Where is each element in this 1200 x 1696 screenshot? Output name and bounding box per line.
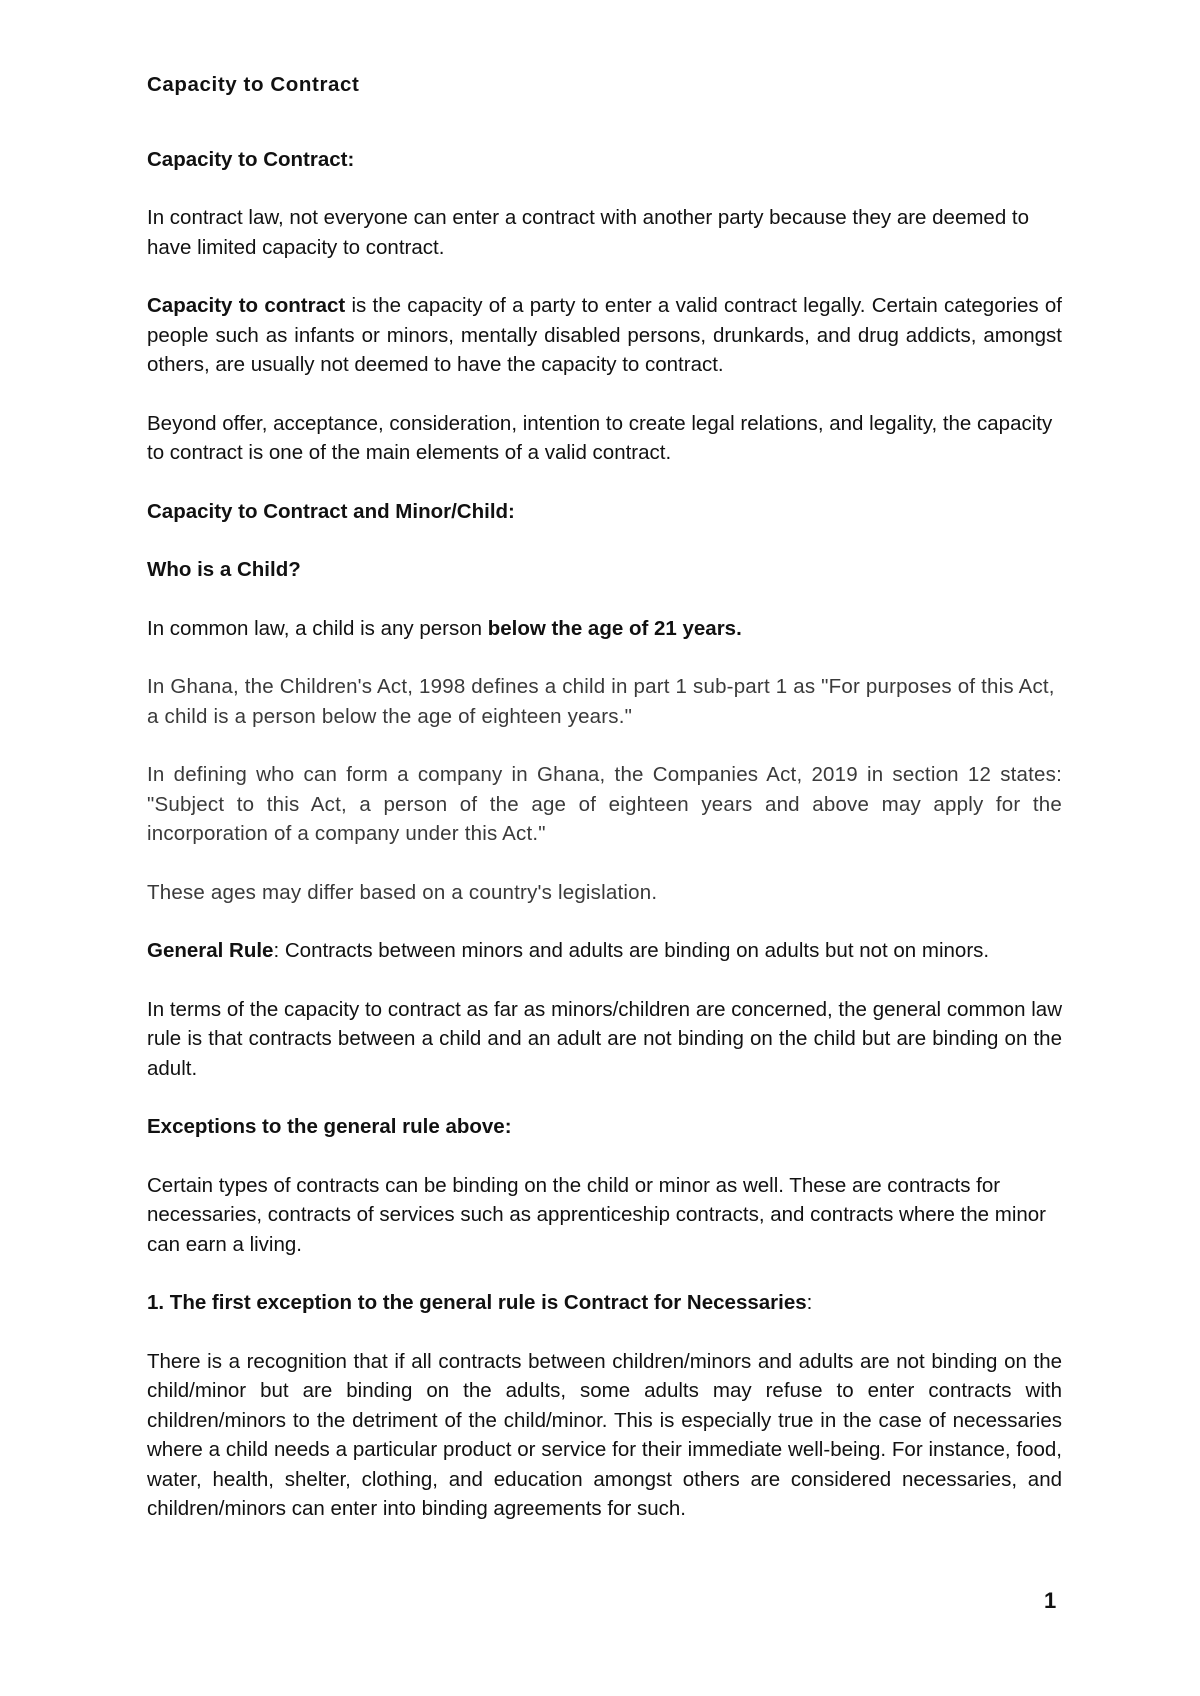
paragraph-ages-differ: These ages may differ based on a country's legislation. bbox=[147, 880, 658, 904]
paragraph-exceptions: Certain types of contracts can be binding on the child or minor as well. These are contracts for necessaries, contracts of services such as apprenticeship contracts, and contracts where the minor can earn a living. bbox=[147, 1173, 1047, 1256]
general-rule-label: General Rule bbox=[147, 939, 274, 962]
definition-text: is the capacity of a party to enter a valid contract legally. Certain categories of people such as infants or minors, mentally disabled persons, drunkards, and drug addicts, amongst others, are usually not deemed to have the capacity to contract. bbox=[147, 294, 1062, 376]
paragraph-general-rule bbox=[147, 936, 1062, 966]
section-heading-exceptions: Exceptions to the general rule above: bbox=[147, 1115, 512, 1138]
general-rule-text: : Contracts between minors and adults are binding on adults but not on minors. bbox=[273, 939, 990, 962]
paragraph-childrens-act: In Ghana, the Children's Act, 1998 defines a child in part 1 sub-part 1 as "For purposes of this Act, a child is a person below the age of eighteen years." bbox=[147, 675, 1055, 728]
paragraph-necessaries: There is a recognition that if all contracts between children/minors and adults are not binding on the child/minor but are binding on the adults, some adults may refuse to enter contracts with children/minors to the detriment of the child/minor. This is especially true in the case of necessaries where a child needs a particular product or service for their immediate well-being. For instance, food, water, health, shelter, clothing, and education amongst others are considered necessaries, and children/minors can enter into binding agreements for such. bbox=[147, 1349, 1062, 1520]
paragraph-elements: Beyond offer, acceptance, consideration, intention to create legal relations, and legality, the capacity to contract is one of the main elements of a valid contract. bbox=[147, 411, 1053, 464]
page-number: 1 bbox=[1044, 1588, 1057, 1613]
paragraph-companies-act: In defining who can form a company in Ghana, the Companies Act, 2019 in section 12 states: "Subject to this Act, a person of the age of eighteen years and above may apply for the incorporation of a company under this Act." bbox=[147, 763, 1062, 845]
section-heading-capacity: Capacity to Contract: bbox=[147, 147, 355, 171]
common-law-text: In common law, a child is any person bbox=[147, 616, 488, 640]
first-exception-colon: : bbox=[806, 1291, 813, 1314]
heading-first-exception bbox=[147, 1288, 1062, 1318]
common-law-age: below the age of 21 years. bbox=[487, 616, 742, 640]
first-exception-title: 1. The first exception to the general rule is Contract for Necessaries bbox=[147, 1291, 807, 1314]
paragraph-general-rule-detail: In terms of the capacity to contract as far as minors/children are concerned, the general common law rule is that contracts between a child and an adult are not binding on the child but are binding on the adult. bbox=[147, 997, 1062, 1080]
paragraph-definition bbox=[147, 291, 1062, 380]
section-heading-minor: Capacity to Contract and Minor/Child: bbox=[147, 499, 515, 523]
subheading-who-is-child: Who is a Child? bbox=[147, 558, 301, 581]
paragraph-intro: In contract law, not everyone can enter a contract with another party because they are deemed to have limited capacity to contract. bbox=[147, 206, 1030, 259]
definition-term: Capacity to contract bbox=[147, 294, 346, 317]
paragraph-common-law-age bbox=[147, 614, 1062, 644]
document-title: Capacity to Contract bbox=[147, 73, 360, 96]
document-body bbox=[147, 70, 1062, 1553]
